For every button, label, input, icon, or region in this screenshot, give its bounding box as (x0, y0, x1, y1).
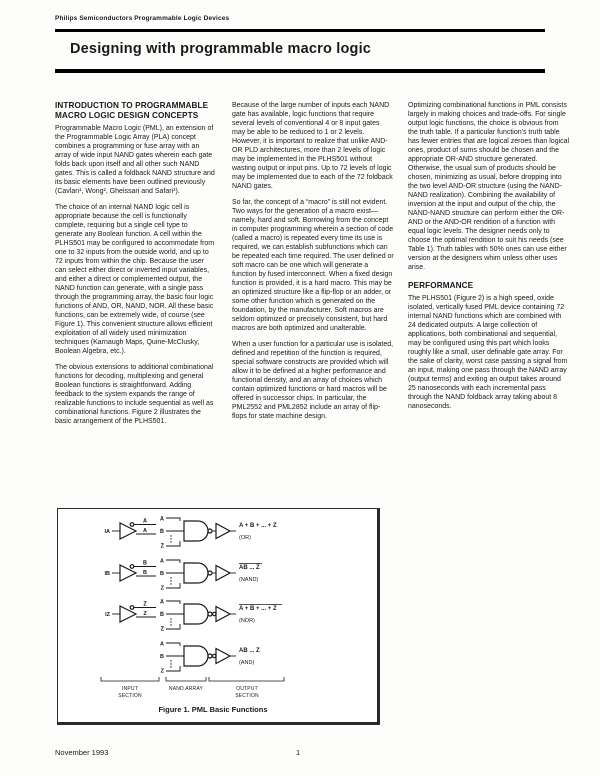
output-expression: A + B + ... + Z (239, 606, 277, 612)
header-rule-top (55, 29, 545, 32)
page-title: Designing with programmable macro logic (70, 41, 372, 57)
nand-input-z-label: Z̅ (160, 626, 164, 633)
nand-input-b-label: B̅ (160, 529, 164, 535)
buffer-out-complement-label: Z̅ (143, 601, 147, 608)
nand-input-a-label: A̅ (160, 516, 164, 523)
input-pin-label: IZ (105, 612, 110, 618)
col2-paragraph-2: So far, the concept of a “macro” is still not evident. Two ways for the generation of a macro exist—namely, hard and soft. Borrowing from the concept in computer programming wherein a section of code (called a macro) is repeated every time its use is required, we can establish subfunctions which can be repeated each time required. The user defined or soft macro can be one which will generate a function by fused interconnect. When a fixed design function is provided, it is a hard macro. This may be an optimized structure like a flip-flop or an adder, or some other function which is generated on the foundation, by the manufacturer. Soft macros are seldom optimized or precisely consistent, but hard macros are both optimized and unalterable. (232, 199, 394, 332)
input-section-bracket (101, 677, 159, 681)
output-buffer-icon (216, 566, 230, 581)
nand-input-z-label: Z (160, 668, 164, 675)
footer-date: November 1993 (55, 748, 109, 757)
buffer-out-true-label: A (143, 528, 147, 534)
nand-bubble-icon (208, 612, 212, 616)
nand-array-label: NAND ARRAY (168, 686, 204, 692)
col1-paragraph-2: The choice of an internal NAND logic cell is appropriate because the cell is functionally complete, requiring but a single cell type to generate any Boolean function. A cell within the PLHS501 may be configured to accommodate from one to 32 inputs from the outside world, and up to 72 inputs from within the chip. Because the user can select either direct or inverted input variables, and either a direct or complemented output, the NAND function can generate, with a single pass through the programming array, the basic four logic functions of AND, OR, NAND, NOR. All these basic functions, can be extremely wide, of course (see Figure 1). This convenient structure allows efficient exploitation of all widely used minimization techniques (Karnaugh Maps, Quine-McClusky, Boolean Algebra, etc.). (55, 204, 215, 355)
nand-input-b-label: B (160, 654, 164, 660)
nand-array-bracket (166, 677, 206, 681)
inverter-bubble-icon (130, 565, 134, 569)
nand-input-z-label: Z (160, 585, 164, 592)
column-1 (55, 101, 217, 433)
input-section-label-line2: SECTION (118, 693, 142, 699)
output-inverter-icon (216, 607, 230, 622)
nand-input-b-label: B (160, 571, 164, 577)
header-rule-bottom (55, 69, 545, 73)
nand-input-a-label: A (160, 558, 164, 565)
footer-page-number: 1 (296, 748, 301, 757)
buffer-out-complement-label: A̅ (143, 518, 147, 525)
nand-gate-icon (184, 646, 208, 666)
column-3 (408, 101, 570, 418)
intro-heading: INTRODUCTION TO PROGRAMMABLE MACRO LOGIC DESIGN CONCEPTS (55, 101, 209, 120)
input-pin-label: IB (104, 571, 110, 577)
output-section-bracket (209, 677, 284, 681)
figure-row-nor (105, 599, 282, 633)
nand-gate-icon (184, 604, 208, 624)
figure-caption: Figure 1. PML Basic Functions (158, 705, 268, 714)
buffer-out-true-label: Z (143, 611, 147, 617)
figure-row-or (105, 516, 277, 550)
output-section-label-line1: OUTPUT (236, 686, 258, 692)
buffer-out-complement-label: B̅ (143, 560, 147, 567)
figure-1-box (57, 508, 380, 725)
column-2 (232, 101, 394, 428)
nand-input-z-label: Z̅ (160, 543, 164, 550)
gate-type-label: (NOR) (239, 618, 255, 624)
col3-paragraph-1: Optimizing combinational functions in PML consists largely in making choices and trade-offs. For single output logic functions, the choice is obvious from the truth table. If a particular function's truth table has fewer entries that are logical zeroes than logical ones, product of sums should be chosen and the appropriate OR-AND structure generated. Otherwise, the usual sum of products should be chosen, minimizing as usual, before dropping into the two level AND-OR structure (using the NAND-NAND realization). Combining the availability of inversion at the input and output of the chip, the NAND-NAND structure can perform either the OR-AND or the AND-OR rendition of a function with equal logic levels. The designer needs only to choose the optimal rendition to suit his needs (see Table 1). Truth tables with 50% ones can use either version at the designers whim unless other uses arise. (408, 102, 570, 271)
col2-paragraph-1: Because of the large number of inputs each NAND gate has available, logic functions that require several levels of conventional 4 or 8 input gates may be able to be reduced to 1 or 2 levels. However, it is important to realize that unlike AND-OR PLD architectures, more than 2 levels of logic may be implemented in the PLHS501 without wasting output or input pins. Up to 72 levels of logic may be implemented due to each of the 72 foldback NAND gates. (232, 102, 393, 190)
nand-input-a-label: A̅ (160, 599, 164, 606)
nand-bubble-icon (208, 571, 212, 575)
nand-bubble-icon (208, 654, 212, 658)
gate-type-label: (OR) (239, 535, 251, 541)
output-expression: A + B + ... + Z (239, 523, 277, 529)
gate-type-label: (AND) (239, 660, 255, 666)
nand-gate-icon (184, 563, 208, 583)
col2-paragraph-3: When a user function for a particular use is isolated, defined and repetition of the function is required, special software constructs are provided which will allow it to be defined at a higher performance and functional density, and an array of choices which contain optimized functions or hard macros will be offered in successor chips. In particular, the PML2552 and PML2852 include an array of flip-flops for state machine design. (232, 341, 394, 420)
gate-type-label: (NAND) (239, 577, 259, 583)
output-expression: AB ... Z (239, 565, 260, 571)
nand-input-b-label: B̅ (160, 612, 164, 618)
inverter-bubble-icon (130, 523, 134, 527)
inverter-bubble-icon (130, 606, 134, 610)
output-buffer-icon (216, 524, 230, 539)
nand-bubble-icon (208, 529, 212, 533)
col3-paragraph-2: The PLHS501 (Figure 2) is a high speed, oxide isolated, vertically fused PML device containing 72 internal NAND functions which are combined with 24 dedicated outputs. A large collection of applications, both combinational and sequential, may be configured using this part which looks roughly like a small, user definable gate array. For the sake of clarity, worst case passing a signal from an input, making one pass through the NAND array (output terms) and exiting an output takes around 25 nanoseconds with each incremental pass through the NAND foldback array taking about 8 nanoseconds. (408, 295, 568, 410)
output-expression: AB ... Z (239, 648, 260, 654)
pml-basic-functions-diagram (58, 509, 373, 718)
nand-input-a-label: A (160, 641, 164, 648)
performance-heading: PERFORMANCE (408, 281, 474, 290)
input-section-label-line1: INPUT (122, 686, 138, 692)
nand-gate-icon (184, 521, 208, 541)
col1-paragraph-1: Programmable Macro Logic (PML), an extension of the Programmable Logic Array (PLA) concept combines a programming or fuse array with an array of wide input NAND gates wherein each gate folds back upon itself and all other such NAND gates. This is called a foldback NAND structure and its basic elements have been outlined previously (Cavlan¹, Wong², Gheissari and Safari³). (55, 125, 215, 195)
output-section-label-line2: SECTION (235, 693, 259, 699)
running-header: Philips Semiconductors Programmable Logic Devices (55, 15, 230, 22)
figure-row-nand (105, 559, 263, 592)
output-inverter-icon (216, 649, 230, 664)
input-pin-label: IA (104, 529, 110, 535)
section-brackets (101, 677, 284, 699)
buffer-out-true-label: B (143, 570, 147, 576)
figure-row-and (160, 642, 260, 675)
col1-paragraph-3: The obvious extensions to additional combinational functions for decoding, multiplexing and general Boolean functions is straightforward. Adding feedback to the system expands the range of realizable functions to include sequential as well as combinational functions. Figure 2 illustrates the basic arrangement of the PLHS501. (55, 364, 214, 425)
